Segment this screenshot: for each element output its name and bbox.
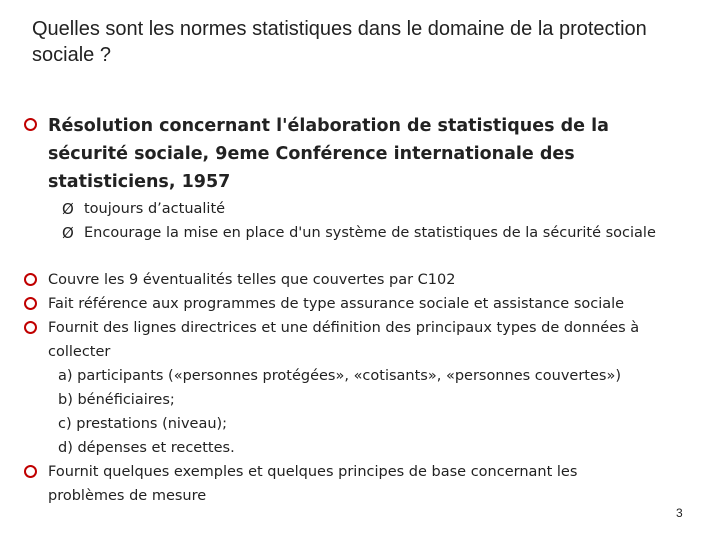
main-bullet-text: Résolution concernant l'élaboration de statistiques de la sécurité sociale, 9eme Conférence internationale des statisticiens, 1957 [48,116,609,192]
list-item: Fait référence aux programmes de type assurance sociale et assistance sociale [48,296,625,312]
bullet-icon [24,297,37,310]
slide-title: Quelles sont les normes statistiques dans le domaine de la protection sociale ? [32,18,647,66]
list-item: Fournit des lignes directrices et une définition des principaux types de données à collecter [48,320,640,360]
sub-item: Encourage la mise en place d'un système de statistiques de la sécurité sociale [84,225,656,241]
sub-item: toujours d’actualité [84,201,226,217]
data-type-item: a) participants («personnes protégées», «cotisants», «personnes couvertes») [58,368,621,384]
data-type-item: c) prestations (niveau); [58,416,228,432]
arrow-icon: Ø [62,200,74,218]
bullet-icon [24,321,37,334]
list-item: Fournit quelques exemples et quelques principes de base concernant les problèmes de mesure [48,464,578,504]
data-type-item: b) bénéficiaires; [58,392,175,408]
page-number: 3 [676,506,683,520]
bullet-icon [24,273,37,286]
bullet-icon [24,465,37,478]
list-item: Couvre les 9 éventualités telles que couvertes par C102 [48,272,456,288]
arrow-icon: Ø [62,224,74,242]
bullet-icon [24,118,37,131]
data-type-item: d) dépenses et recettes. [58,440,235,456]
